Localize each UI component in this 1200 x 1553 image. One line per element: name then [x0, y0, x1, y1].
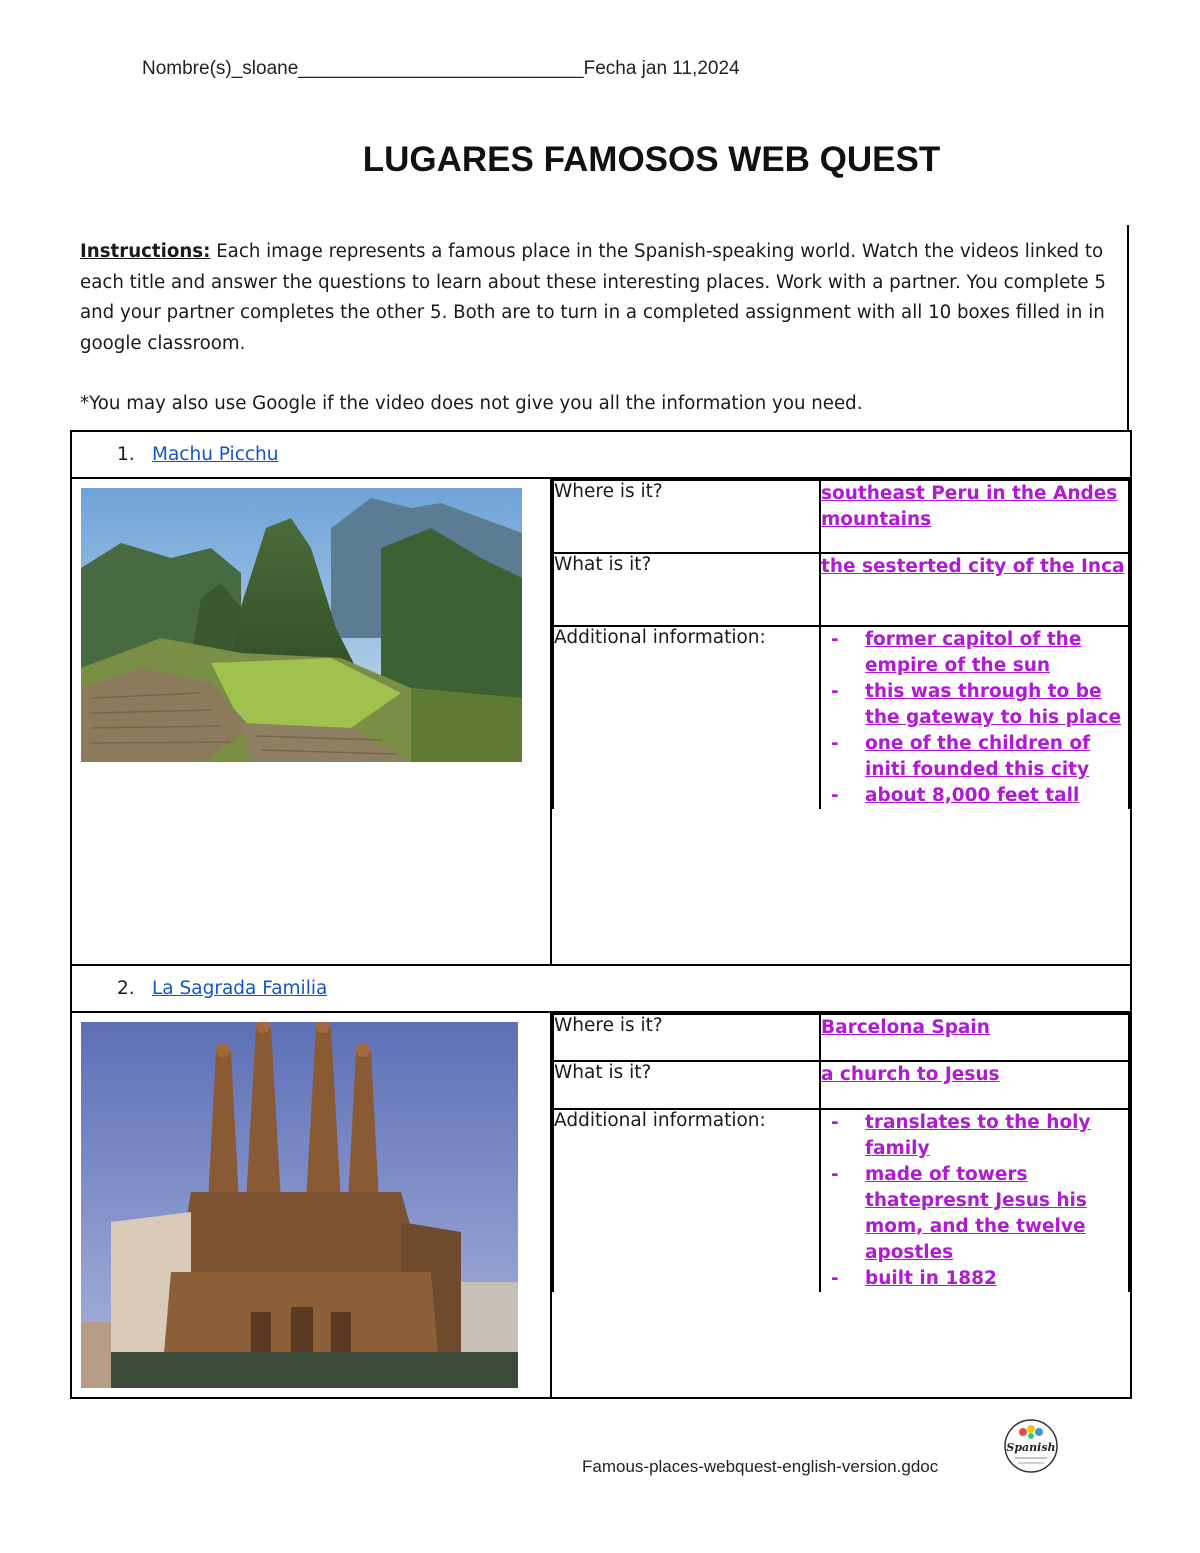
place-title-row	[71, 431, 1131, 478]
info-question: Additional information:	[553, 626, 820, 809]
footer-filename: Famous-places-webquest-english-version.gdoc	[582, 1457, 939, 1476]
instructions-text: Each image represents a famous place in the Spanish-speaking world. Watch the videos linked to each title and answer the questions to learn about these interesting places. Work with a partner. You complete 5 and your partner completes the other 5. Both are to turn in a completed assignment with all 10 boxes filled in in google classroom.	[80, 241, 1106, 354]
place-number: 2.	[117, 978, 135, 999]
qa-table	[552, 1013, 1130, 1292]
info-item[interactable]: - this was through to be the gateway to his place	[865, 679, 1128, 731]
places-table	[70, 430, 1132, 1399]
place-detail-row	[71, 1012, 1131, 1398]
machu-picchu-photo	[81, 488, 522, 762]
svg-text:Spanish: Spanish	[1006, 1441, 1056, 1454]
where-question: Where is it?	[553, 480, 820, 553]
image-cell	[71, 1012, 551, 1398]
place-number: 1.	[117, 444, 135, 465]
what-answer[interactable]: a church to Jesus	[821, 1064, 1000, 1085]
sagrada-familia-photo	[81, 1022, 518, 1388]
margin-rule	[1127, 225, 1129, 430]
place-link-machu-picchu[interactable]: Machu Picchu	[152, 444, 279, 465]
where-answer[interactable]: southeast Peru in the Andes mountains	[821, 483, 1118, 530]
info-list	[821, 1110, 1128, 1292]
place-title-row	[71, 965, 1131, 1012]
info-item[interactable]: - one of the children of initi founded this city	[865, 731, 1128, 783]
info-list	[821, 627, 1128, 809]
qa-table	[552, 479, 1130, 809]
what-answer[interactable]: the sesterted city of the Inca	[821, 556, 1125, 577]
place-detail-row	[71, 478, 1131, 965]
info-item[interactable]: - former capitol of the empire of the sun	[865, 627, 1128, 679]
page-title: LUGARES FAMOSOS WEB QUEST	[362, 140, 941, 179]
image-cell	[71, 478, 551, 965]
info-item[interactable]: - built in 1882	[865, 1266, 1128, 1292]
name-date-line: Nombre(s)_sloane___________________________Fecha jan 11,2024	[142, 58, 740, 79]
instructions-block	[80, 237, 1122, 420]
info-item[interactable]: - translates to the holy family	[865, 1110, 1128, 1162]
what-question: What is it?	[553, 553, 820, 626]
info-item[interactable]: - made of towers thatepresnt Jesus his mom, and the twelve apostles	[865, 1162, 1128, 1266]
info-item[interactable]: - about 8,000 feet tall	[865, 783, 1128, 809]
info-question: Additional information:	[553, 1109, 820, 1292]
spanish-logo	[1003, 1418, 1059, 1474]
what-question: What is it?	[553, 1061, 820, 1109]
instructions-note: *You may also use Google if the video does not give you all the information you need.	[80, 393, 863, 414]
instructions-label: Instructions:	[80, 241, 211, 262]
where-question: Where is it?	[553, 1014, 820, 1061]
place-link-sagrada-familia[interactable]: La Sagrada Familia	[152, 978, 328, 999]
where-answer[interactable]: Barcelona Spain	[821, 1017, 990, 1038]
